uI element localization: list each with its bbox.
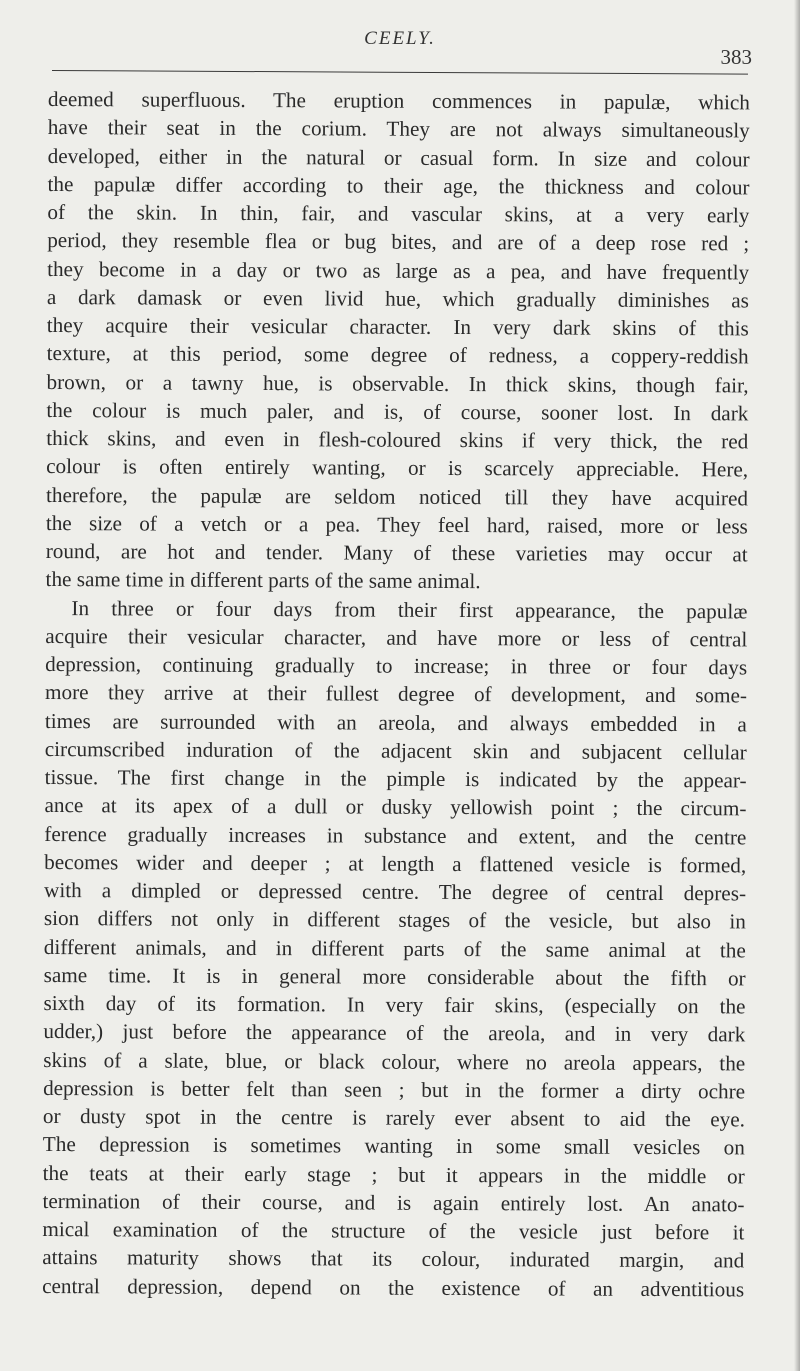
text-line: circumscribed induration of the adjacent skin and subjacent cellular — [44, 736, 747, 765]
text-line: becomes wider and deeper ; at length a flattened vesicle is formed, — [44, 849, 747, 878]
paragraph-start-line: In three or four days from their first appearance, the papulæ — [71, 595, 748, 623]
text-line: depression, continuing gradually to increase; in three or four days — [45, 651, 748, 680]
text-line: or dusty spot in the centre is rarely ever absent to aid the eye. — [42, 1103, 746, 1132]
text-line: with a dimpled or depressed centre. The degree of central depres- — [44, 877, 747, 906]
text-line: colour is often entirely wanting, or is scarcely appreciable. Here, — [46, 454, 749, 482]
body-text — [42, 85, 750, 1303]
running-head: CEELY. — [364, 28, 436, 49]
text-line: acquire their vesicular character, and have more or less of central — [45, 623, 748, 652]
text-line: of the skin. In thin, fair, and vascular skins, at a very early — [47, 199, 750, 228]
text-line: sion differs not only in different stages of the vesicle, but also in — [43, 906, 746, 934]
text-line: have their seat in the corium. They are not always simultaneously — [47, 115, 750, 143]
paragraph-end-line: the same time in different parts of the same animal. — [45, 567, 481, 594]
text-line: ference gradually increases in substance and extent, and the centre — [44, 821, 747, 849]
text-line: developed, either in the natural or casual form. In size and colour — [47, 143, 750, 171]
text-line: therefore, the papulæ are seldom noticed till they have acquired — [45, 482, 749, 510]
text-line: the teats at their early stage ; but it appears in the middle or — [42, 1160, 745, 1188]
text-line: the colour is much paler, and is, of course, sooner lost. In dark — [46, 397, 749, 426]
text-line: sixth day of its formation. In very fair skins, (especially on the — [43, 990, 746, 1019]
text-line: they acquire their vesicular character. In very dark skins of this — [46, 312, 749, 341]
text-line: they become in a day or two as large as a pea, and have frequently — [47, 256, 750, 284]
text-line: a dark damask or even livid hue, which gradually diminishes as — [46, 284, 750, 313]
text-line: tissue. The first change in the pimple is indicated by the appear- — [44, 764, 747, 793]
text-line: udder,) just before the appearance of the areola, and in very dark — [43, 1019, 746, 1047]
text-line: central depression, depend on the existence of an adventitious — [42, 1273, 745, 1301]
text-line: different animals, and in different parts of the same animal at the — [43, 934, 746, 962]
text-line: the size of a vetch or a pea. They feel hard, raised, more or less — [45, 510, 748, 539]
text-line: times are surrounded with an areola, and always embedded in a — [44, 708, 747, 736]
header-rule — [52, 70, 748, 75]
text-line: skins of a slate, blue, or black colour, where no areola appears, the — [43, 1047, 746, 1075]
text-line: period, they resemble flea or bug bites, and are of a deep rose red ; — [47, 228, 750, 256]
text-line: termination of their course, and is again entirely lost. An anato- — [42, 1188, 745, 1217]
text-line: round, are hot and tender. Many of these varieties may occur at — [45, 538, 748, 567]
text-line: the papulæ differ according to their age, the thickness and colour — [47, 171, 750, 200]
text-line: brown, or a tawny hue, is observable. In thick skins, though fair, — [46, 369, 749, 397]
text-line: depression is better felt than seen ; but in the former a dirty ochre — [43, 1075, 746, 1104]
text-line: more they arrive at their fullest degree of development, and some- — [44, 680, 748, 708]
text-line: same time. It is in general more considerable about the fifth or — [43, 962, 746, 991]
page-number: 383 — [720, 45, 752, 69]
text-line: texture, at this period, some degree of redness, a coppery-reddish — [46, 341, 749, 369]
text-line: mical examination of the structure of the vesicle just before it — [42, 1216, 745, 1245]
text-line: thick skins, and even in flesh-coloured skins if very thick, the red — [46, 425, 749, 454]
text-line: The depression is sometimes wanting in some small vesicles on — [42, 1132, 745, 1160]
text-line: deemed superfluous. The eruption commences in papulæ, which — [47, 86, 750, 115]
text-line: attains maturity shows that its colour, indurated margin, and — [42, 1245, 745, 1273]
text-line: ance at its apex of a dull or dusky yellowish point ; the circum- — [44, 793, 747, 821]
